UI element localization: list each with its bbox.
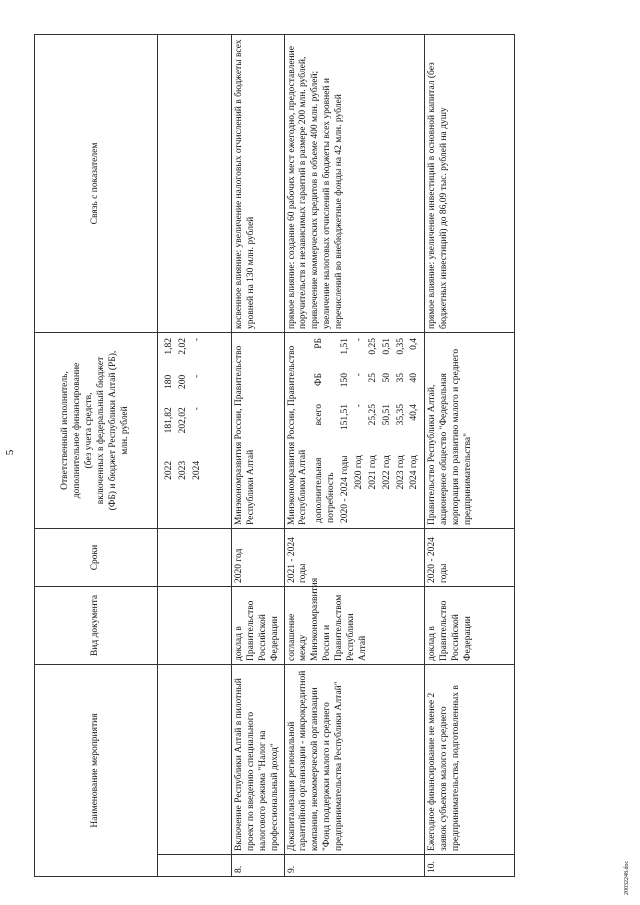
doc-type: доклад в Правительство Российской Федерации [425,587,515,665]
page-number: 5 [4,449,16,456]
funding-year: 2020 год [353,455,364,490]
funding-rb: 0,35 [395,338,406,355]
funding-fb: 150 [340,373,350,388]
indicator-link: прямое влияние: создание 60 рабочих мест ежегодно, предоставление поручительств и независимых гарантий в размере 200 млн. рублей, привлечение коммерческих кредитов в объеме 400 млн. рублей; увеличение налоговых отчислений в бюджеты всех уровней и перечислений во внебюджетные фонды на 42 млн. рублей [284,35,425,333]
funding-total: 151,51 [340,404,350,431]
funding-year: 2022 год [381,455,392,490]
header-row [35,35,158,877]
funding-rb: 0,25 [367,338,378,355]
funding-fb: 200 [177,374,188,389]
exec-header-line: (без учета средств, [84,392,95,469]
term: 2020 - 2024 годы [425,529,515,587]
funding-table [163,336,205,525]
funding-fb: 25 [367,373,378,383]
col-header-terms: Сроки [35,529,158,587]
funding-total: 50,51 [381,404,392,426]
exec-header-line: (ФБ) и бюджет Республики Алтай (РБ), [107,350,118,511]
funding-year: 2024 [191,460,202,480]
executor: Минэкономразвития России, Правительство Республики Алтай [286,345,309,525]
funding-total: 35,35 [395,404,406,426]
exec-header-line: включенных в федеральный бюджет [96,356,106,505]
funding-row [353,336,367,525]
exec-header-line: млн. рублей [119,406,130,455]
table-row-10 [425,35,515,877]
funding-rb: 0,4 [409,338,420,350]
col-header-link: Связь с показателем [35,35,158,333]
row-number: 10. [425,855,515,877]
indicator-link: косвенное влияние: увеличение налоговых отчислений в бюджеты всех уровней на 130 млн. рублей [232,35,285,333]
measure-name: Включение Республики Алтай в пилотный проект по введению специального налогового режима "Налог на профессиональный доход" [232,665,285,855]
funding-fb: - [191,374,202,378]
funding-fb-head: ФБ [314,373,325,387]
measures-table [34,34,515,877]
executor-with-funding [284,333,425,529]
funding-row [191,336,205,525]
indicator-link: прямое влияние: увеличение инвестиций в основной капитал (без бюджетных инвестиций) до 86,09 тыс. рублей на душу [425,35,515,333]
funding-total: - [353,404,364,408]
table-row-8 [232,35,285,877]
measure-name: Докапитализация региональной гарантийной организации - микрокредитной компании, некоммерческой организации "Фонд поддержки малого и среднего предпринимательства Республики Алтай" [284,665,425,855]
funding-need-label: дополнительная потребность [314,457,337,523]
table-row-continuation [158,35,232,877]
measure-name: Ежегодное финансирование не менее 2 заявок субъектов малого и среднего предпринимательства, подготовленных в [425,665,515,855]
row-number: 9. [284,855,425,877]
funding-total: 40,4 [409,404,420,421]
term: 2021 - 2024 годы [284,529,425,587]
funding-year: 2024 год [409,455,420,490]
doc-type: доклад в Правительство Российской Федерации [232,587,285,665]
funding-fb: - [353,373,364,377]
executor: Минэкономразвития России, Правительство Республики Алтай [232,333,285,529]
row-number: 8. [232,855,285,877]
funding-row [408,336,422,525]
table-row-9 [284,35,425,877]
funding-head-row [313,336,339,525]
funding-year: 2023 год [395,455,406,490]
funding-year: 2021 год [367,455,378,490]
funding-rb: 0,51 [381,338,392,355]
funding-fb: 180 [164,374,174,389]
col-header-name: Наименование мероприятия [35,665,158,877]
funding-rb: 2,02 [177,338,188,355]
doc-filename: 20032248.doc [624,860,630,895]
exec-header-line: Ответственный исполнитель, [60,371,71,490]
funding-rb: - [191,338,202,342]
exec-header-line: дополнительное финансирование [72,362,83,499]
funding-year: 2023 [177,460,188,480]
funding-rb: - [353,338,364,342]
funding-fb: 35 [395,373,406,383]
funding-row [367,336,381,525]
funding-total: 181,82 [164,407,174,434]
doc-type: соглашение между Минэкономразвития России и Правительством Республики Алтай [284,587,425,665]
term: 2020 год [232,529,285,587]
funding-rb: 1,51 [340,338,350,355]
col-header-exec [35,333,158,529]
funding-row [163,336,177,525]
funding-row [395,336,409,525]
funding-rb-head: РБ [314,338,325,349]
funding-row [177,336,191,525]
funding-fb: 40 [409,373,420,383]
funding-year: 2022 [164,460,174,480]
funding-total: - [191,407,202,411]
funding-table [313,336,422,525]
funding-row [381,336,395,525]
funding-fb: 50 [381,373,392,383]
funding-total: 202,02 [177,407,188,434]
funding-row [339,336,353,525]
funding-total-head: всего [314,404,325,426]
funding-cell [158,333,232,529]
funding-rb: 1,82 [164,338,174,355]
executor: Правительство Республики Алтай, акционерное общество "Федеральная корпорация по развитию малого и среднего предпринимательства" [425,333,515,529]
funding-total: 25,25 [367,404,378,426]
funding-year: 2020 - 2024 годы [340,455,350,523]
col-header-doc-type: Вид документа [35,587,158,665]
